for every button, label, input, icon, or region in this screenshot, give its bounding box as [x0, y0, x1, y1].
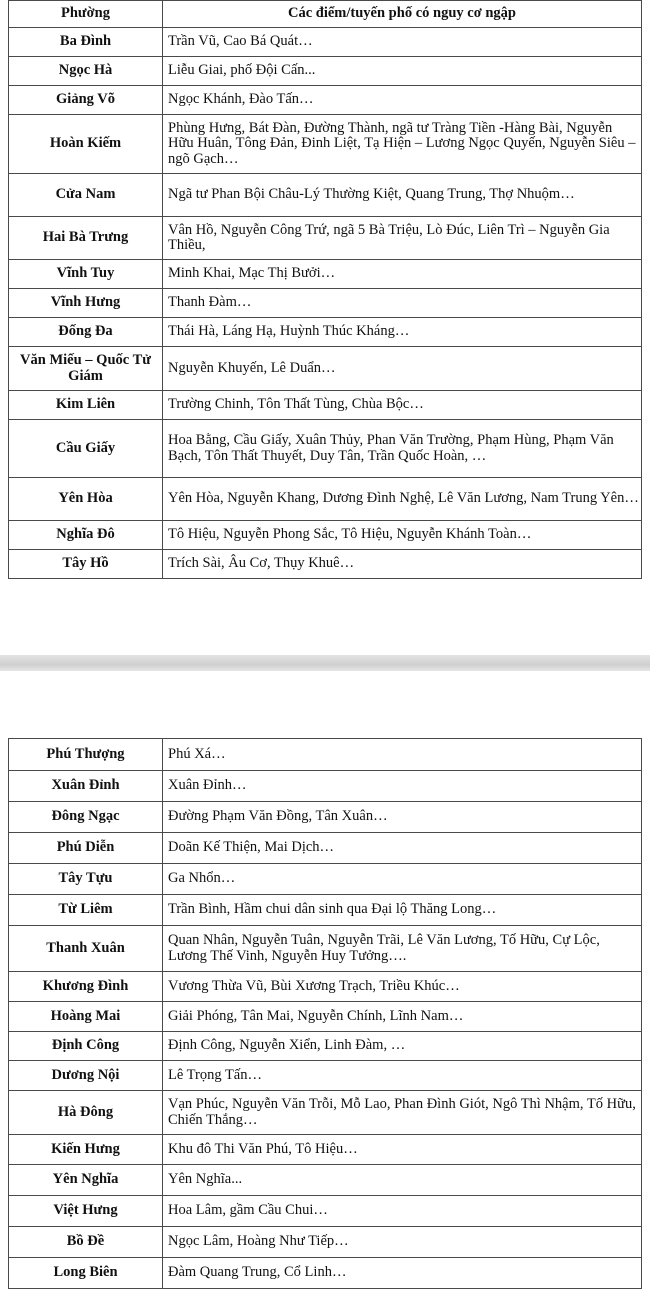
- flood-streets: Minh Khai, Mạc Thị Bưởi…: [163, 260, 642, 289]
- ward-name: Định Công: [9, 1032, 163, 1061]
- table-row: [9, 739, 642, 771]
- flood-streets: Ngã tư Phan Bội Châu-Lý Thường Kiệt, Quang Trung, Thợ Nhuộm…: [163, 174, 642, 217]
- table-row: [9, 478, 642, 521]
- flood-streets: Doãn Kế Thiện, Mai Dịch…: [163, 833, 642, 864]
- table-row: [9, 521, 642, 550]
- flood-streets: Vạn Phúc, Nguyễn Văn Trỗi, Mỗ Lao, Phan Đình Giót, Ngô Thì Nhậm, Tố Hữu, Chiến Thắng…: [163, 1091, 642, 1135]
- table-row: [9, 57, 642, 86]
- flood-streets: Thanh Đàm…: [163, 289, 642, 318]
- flood-streets: Yên Nghĩa...: [163, 1165, 642, 1196]
- flood-streets: Phùng Hưng, Bát Đàn, Đường Thành, ngã tư Tràng Tiền -Hàng Bài, Nguyễn Hữu Huân, Tông Đản, Đinh Liệt, Tạ Hiện – Lương Ngọc Quyến, Nguyễn Siêu – ngõ Gạch…: [163, 115, 642, 174]
- table-row: [9, 972, 642, 1002]
- ward-name: Văn Miếu – Quốc Tử Giám: [9, 347, 163, 391]
- page-divider: [0, 655, 650, 671]
- ward-name: Xuân Đỉnh: [9, 771, 163, 802]
- table-row: [9, 174, 642, 217]
- table-row: [9, 864, 642, 895]
- table-row: [9, 1165, 642, 1196]
- flood-streets: Quan Nhân, Nguyễn Tuân, Nguyễn Trãi, Lê Văn Lương, Tố Hữu, Cự Lộc, Lương Thế Vinh, Nguyễn Huy Tưởng….: [163, 926, 642, 972]
- table-row: [9, 347, 642, 391]
- table-row: [9, 115, 642, 174]
- table-row: [9, 802, 642, 833]
- ward-name: Tây Hồ: [9, 550, 163, 579]
- table-row: [9, 260, 642, 289]
- flood-streets: Đường Phạm Văn Đồng, Tân Xuân…: [163, 802, 642, 833]
- ward-name: Cửa Nam: [9, 174, 163, 217]
- table-row: [9, 1091, 642, 1135]
- table-row: [9, 1061, 642, 1091]
- flood-streets: Khu đô Thi Văn Phú, Tô Hiệu…: [163, 1135, 642, 1165]
- table-header-row: [9, 1, 642, 28]
- ward-name: Bồ Đề: [9, 1227, 163, 1258]
- table-row: [9, 391, 642, 420]
- ward-name: Thanh Xuân: [9, 926, 163, 972]
- ward-name: Từ Liêm: [9, 895, 163, 926]
- ward-name: Khương Đình: [9, 972, 163, 1002]
- flood-streets: Xuân Đỉnh…: [163, 771, 642, 802]
- ward-name: Hoàn Kiếm: [9, 115, 163, 174]
- ward-name: Ba Đình: [9, 28, 163, 57]
- ward-name: Tây Tựu: [9, 864, 163, 895]
- ward-name: Hà Đông: [9, 1091, 163, 1135]
- table-row: [9, 318, 642, 347]
- ward-name: Giảng Võ: [9, 86, 163, 115]
- table-row: [9, 895, 642, 926]
- table-row: [9, 926, 642, 972]
- table-row: [9, 550, 642, 579]
- flood-streets: Trần Bình, Hầm chui dân sinh qua Đại lộ Thăng Long…: [163, 895, 642, 926]
- flood-streets: Liễu Giai, phố Đội Cấn...: [163, 57, 642, 86]
- flood-streets: Ga Nhổn…: [163, 864, 642, 895]
- table-row: [9, 1135, 642, 1165]
- table-row: [9, 289, 642, 318]
- table-row: [9, 1258, 642, 1289]
- table-row: [9, 1196, 642, 1227]
- flood-streets: Tô Hiệu, Nguyễn Phong Sắc, Tô Hiệu, Nguyễn Khánh Toàn…: [163, 521, 642, 550]
- table-row: [9, 1002, 642, 1032]
- header-streets: Các điểm/tuyến phố có nguy cơ ngập: [163, 1, 642, 28]
- table-row: [9, 1032, 642, 1061]
- ward-name: Hai Bà Trưng: [9, 217, 163, 260]
- flood-streets: Giải Phóng, Tân Mai, Nguyễn Chính, Lĩnh Nam…: [163, 1002, 642, 1032]
- ward-name: Ngọc Hà: [9, 57, 163, 86]
- ward-name: Vĩnh Hưng: [9, 289, 163, 318]
- ward-name: Đông Ngạc: [9, 802, 163, 833]
- flood-streets: Đàm Quang Trung, Cổ Linh…: [163, 1258, 642, 1289]
- flood-streets: Yên Hòa, Nguyễn Khang, Dương Đình Nghệ, Lê Văn Lương, Nam Trung Yên…: [163, 478, 642, 521]
- flood-streets: Ngọc Lâm, Hoàng Như Tiếp…: [163, 1227, 642, 1258]
- ward-name: Kim Liên: [9, 391, 163, 420]
- ward-name: Vĩnh Tuy: [9, 260, 163, 289]
- table-row: [9, 420, 642, 478]
- ward-name: Yên Hòa: [9, 478, 163, 521]
- ward-name: Phú Diễn: [9, 833, 163, 864]
- ward-name: Kiến Hưng: [9, 1135, 163, 1165]
- flood-streets: Hoa Bằng, Cầu Giấy, Xuân Thủy, Phan Văn Trường, Phạm Hùng, Phạm Văn Bạch, Tôn Thất Thuyết, Duy Tân, Trần Quốc Hoàn, …: [163, 420, 642, 478]
- flood-streets: Vân Hồ, Nguyễn Công Trứ, ngã 5 Bà Triệu, Lò Đúc, Liên Trì – Nguyễn Gia Thiều,: [163, 217, 642, 260]
- table-row: [9, 771, 642, 802]
- flood-streets: Trường Chinh, Tôn Thất Tùng, Chùa Bộc…: [163, 391, 642, 420]
- ward-name: Phú Thượng: [9, 739, 163, 771]
- ward-name: Hoàng Mai: [9, 1002, 163, 1032]
- ward-name: Dương Nội: [9, 1061, 163, 1091]
- table-row: [9, 86, 642, 115]
- table-row: [9, 833, 642, 864]
- flood-streets: Lê Trọng Tấn…: [163, 1061, 642, 1091]
- flood-streets: Thái Hà, Láng Hạ, Huỳnh Thúc Kháng…: [163, 318, 642, 347]
- header-ward: Phường: [9, 1, 163, 28]
- ward-name: Yên Nghĩa: [9, 1165, 163, 1196]
- flood-streets: Vương Thừa Vũ, Bùi Xương Trạch, Triều Khúc…: [163, 972, 642, 1002]
- ward-name: Đống Đa: [9, 318, 163, 347]
- flood-streets: Trích Sài, Âu Cơ, Thụy Khuê…: [163, 550, 642, 579]
- flood-table-bottom: [8, 738, 642, 1289]
- flood-table-top: [8, 0, 642, 579]
- flood-streets: Phú Xá…: [163, 739, 642, 771]
- ward-name: Việt Hưng: [9, 1196, 163, 1227]
- ward-name: Cầu Giấy: [9, 420, 163, 478]
- table-row: [9, 28, 642, 57]
- flood-streets: Ngọc Khánh, Đào Tấn…: [163, 86, 642, 115]
- table-row: [9, 1227, 642, 1258]
- ward-name: Nghĩa Đô: [9, 521, 163, 550]
- ward-name: Long Biên: [9, 1258, 163, 1289]
- flood-streets: Định Công, Nguyễn Xiển, Linh Đàm, …: [163, 1032, 642, 1061]
- flood-streets: Nguyễn Khuyến, Lê Duẩn…: [163, 347, 642, 391]
- flood-streets: Hoa Lâm, gầm Cầu Chui…: [163, 1196, 642, 1227]
- flood-streets: Trần Vũ, Cao Bá Quát…: [163, 28, 642, 57]
- table-row: [9, 217, 642, 260]
